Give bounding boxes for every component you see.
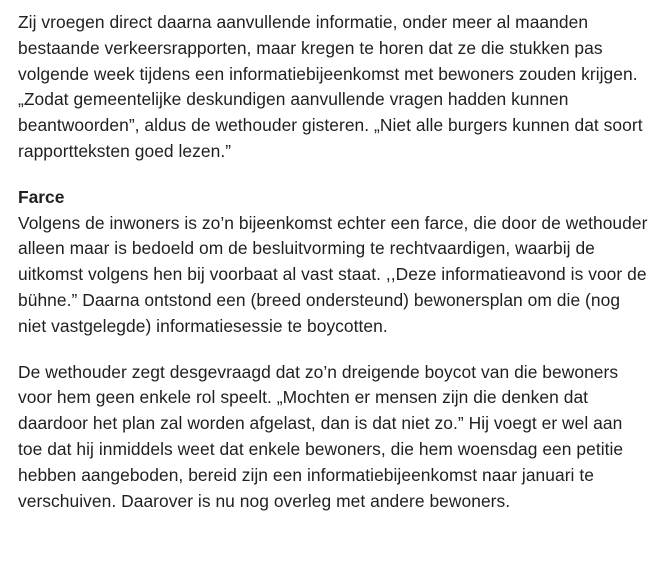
article-paragraph-2: Volgens de inwoners is zo’n bijeenkomst echter een farce, die door de wethouder alleen maar is bedoeld om de besluitvorming te rechtvaardigen, waarbij de uitkomst volgens hen bij voorbaat al vast staat. ,,Deze informatieavond is voor de bühne.” Daarna ontstond een (breed ondersteund) bewonersplan om die (nog niet vastgelegde) informatiesessie te boycotten.: [18, 212, 648, 336]
article-subheading: Farce: [18, 186, 65, 207]
article-paragraph-1: Zij vroegen direct daarna aanvullende informatie, onder meer al maanden bestaande verkeersrapporten, maar kregen te horen dat ze die stukken pas volgende week tijdens een informatiebijeenkomst met bewoners zouden krijgen. „Zodat gemeentelijke deskundigen aanvullende vragen hadden kunnen beantwoorden”, aldus de wethouder gisteren. „Niet alle burgers kunnen dat soort rapportteksten goed lezen.”: [18, 12, 643, 161]
article-paragraph-3: De wethouder zegt desgevraagd dat zo’n dreigende boycot van die bewoners voor hem geen enkele rol speelt. „Mochten er mensen zijn die denken dat daardoor het plan zal worden afgelast, dan is dat niet zo.” Hij voegt er wel aan toe dat hij inmiddels weet dat enkele bewoners, die hem woensdag een petitie hebben aangeboden, bereid zijn een informatiebijeenkomst naar januari te verschuiven. Daarover is nu nog overleg met andere bewoners.: [18, 361, 624, 511]
